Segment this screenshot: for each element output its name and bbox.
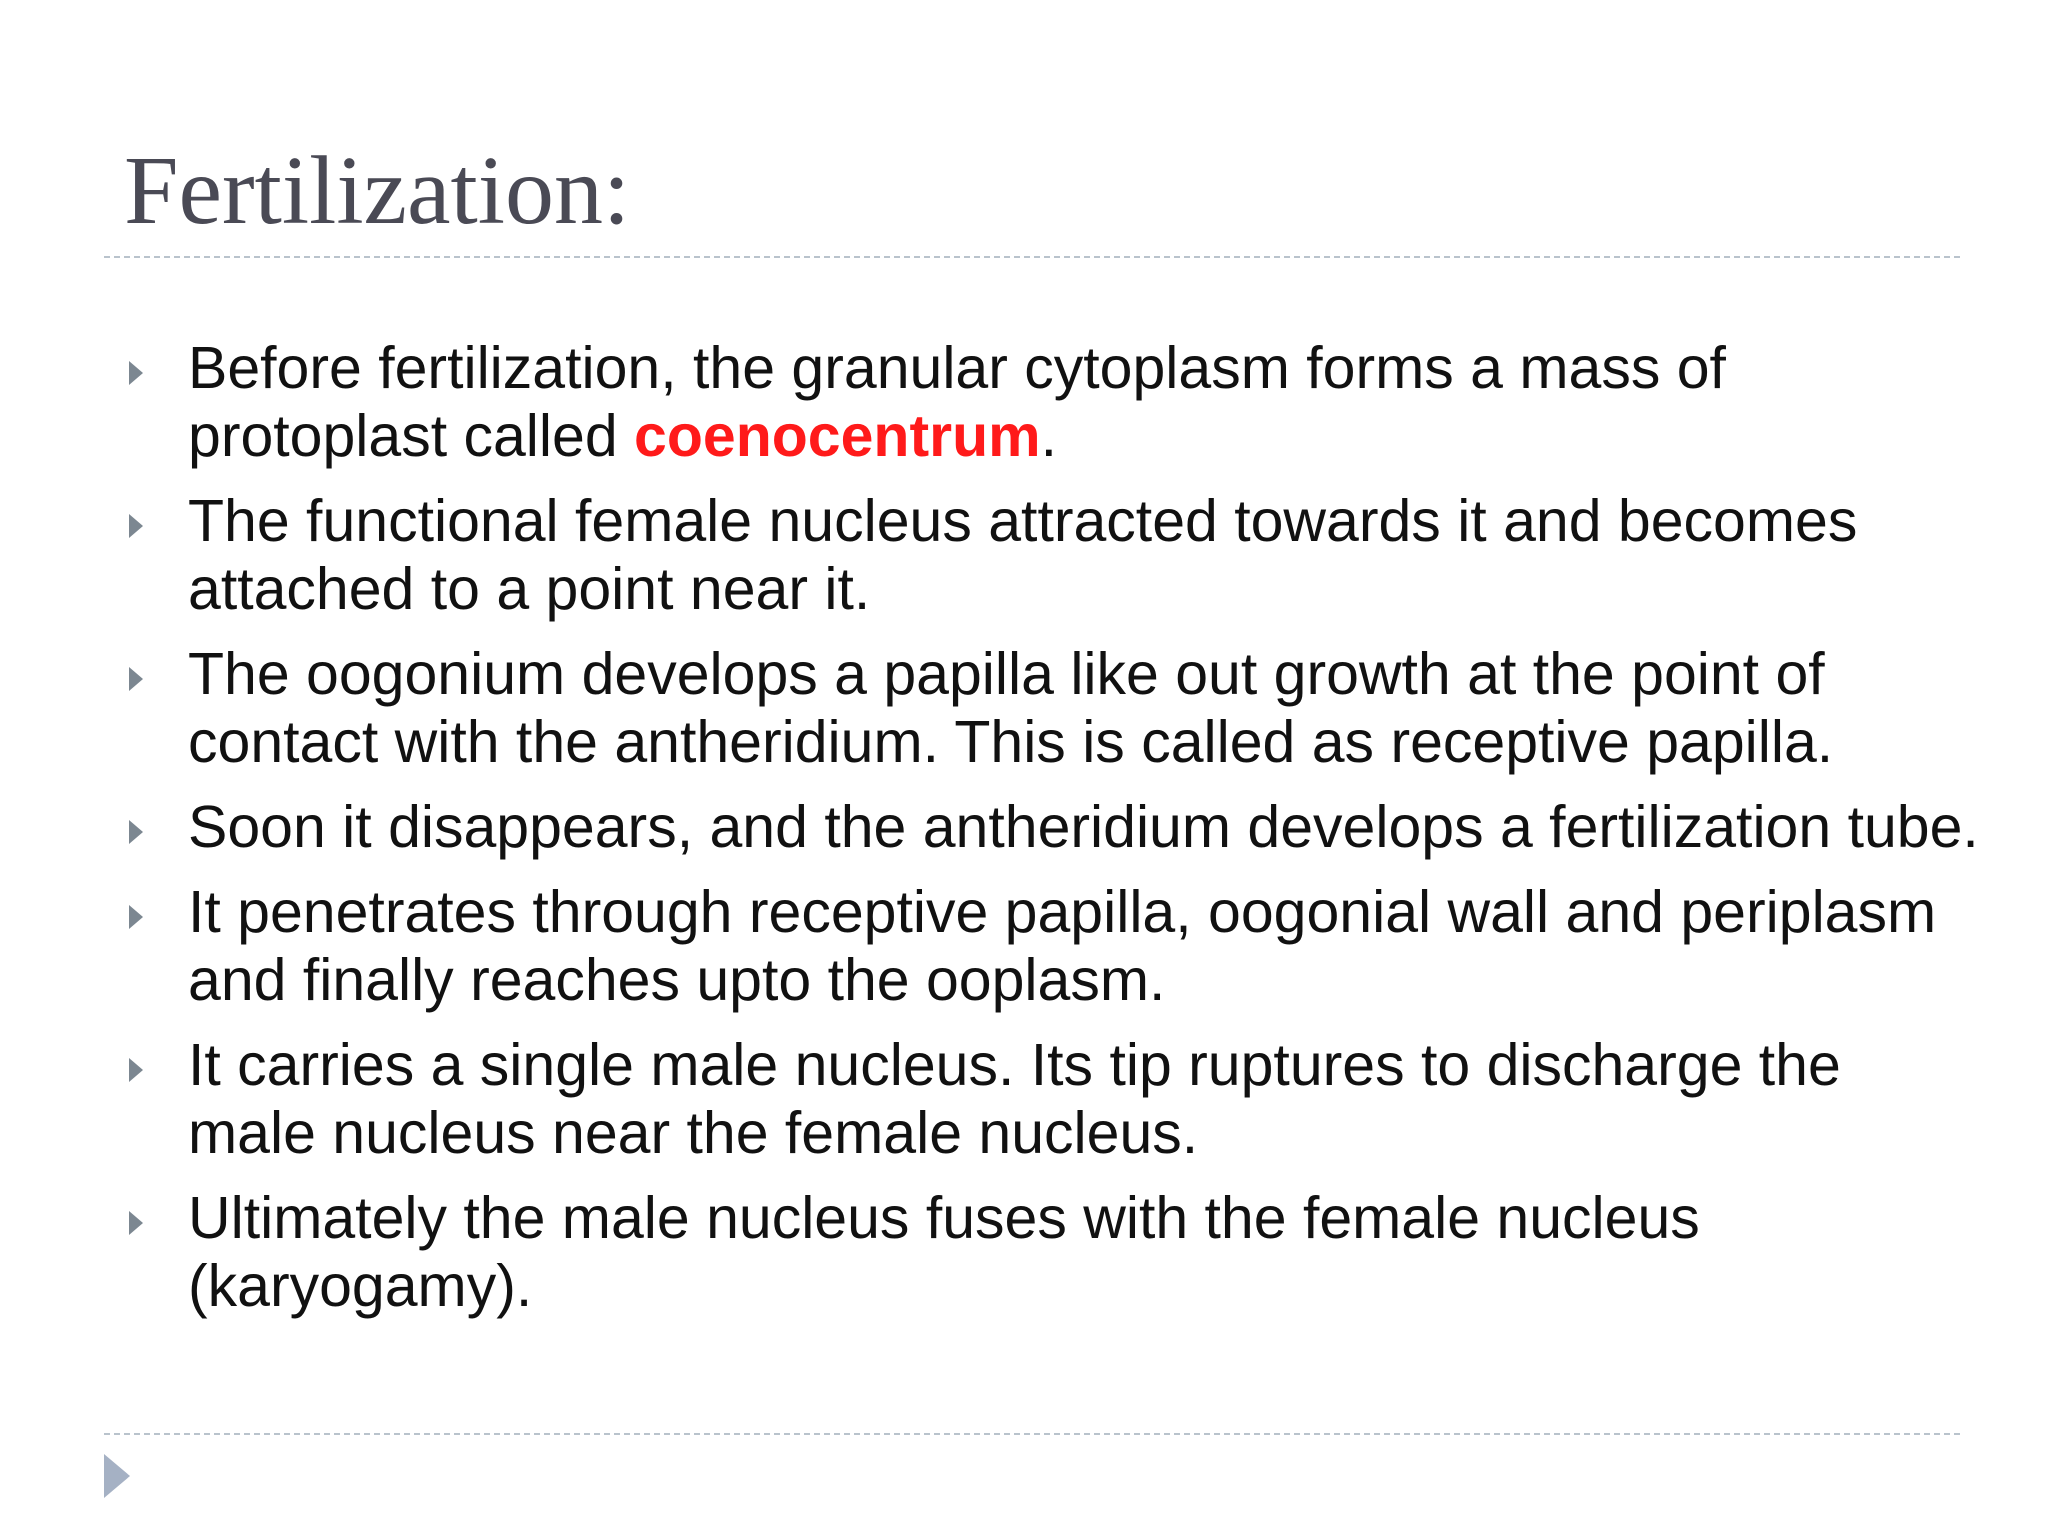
bullet-text: Soon it disappears, and the antheridium develops a fertilization tube. [188,794,1979,860]
bullet-item [124,793,1984,861]
bullet-item [124,640,1984,776]
triangle-bullet-icon [129,905,143,929]
bullet-item [124,1184,1984,1320]
triangle-bullet-icon [129,514,143,538]
bullet-item [124,334,1984,470]
bullet-item [124,487,1984,623]
slide-title: Fertilization: [124,137,631,245]
bullet-list [124,334,1984,1337]
triangle-bullet-icon [129,1058,143,1082]
bullet-text: It carries a single male nucleus. Its tip ruptures to discharge the male nucleus near the female nucleus. [188,1032,1841,1166]
bullet-text: Ultimately the male nucleus fuses with the female nucleus (karyogamy). [188,1185,1700,1319]
bullet-text: It penetrates through receptive papilla, oogonial wall and periplasm and finally reaches upto the ooplasm. [188,879,1937,1013]
highlighted-term: coenocentrum [634,403,1041,469]
bullet-text: The functional female nucleus attracted towards it and becomes attached to a point near it. [188,488,1858,622]
bullet-item [124,878,1984,1014]
bullet-text-end: . [1040,403,1057,469]
bullet-text: The oogonium develops a papilla like out growth at the point of contact with the antheridium. This is called as receptive papilla. [188,641,1834,775]
bullet-text: Before fertilization, the granular cytoplasm forms a mass of protoplast called [188,335,1726,469]
triangle-bullet-icon [129,667,143,691]
triangle-bullet-icon [129,1211,143,1235]
title-divider [104,256,1960,258]
footer-divider [104,1433,1960,1435]
triangle-bullet-icon [129,820,143,844]
play-triangle-icon[interactable] [104,1454,130,1498]
triangle-bullet-icon [129,361,143,385]
bullet-item [124,1031,1984,1167]
